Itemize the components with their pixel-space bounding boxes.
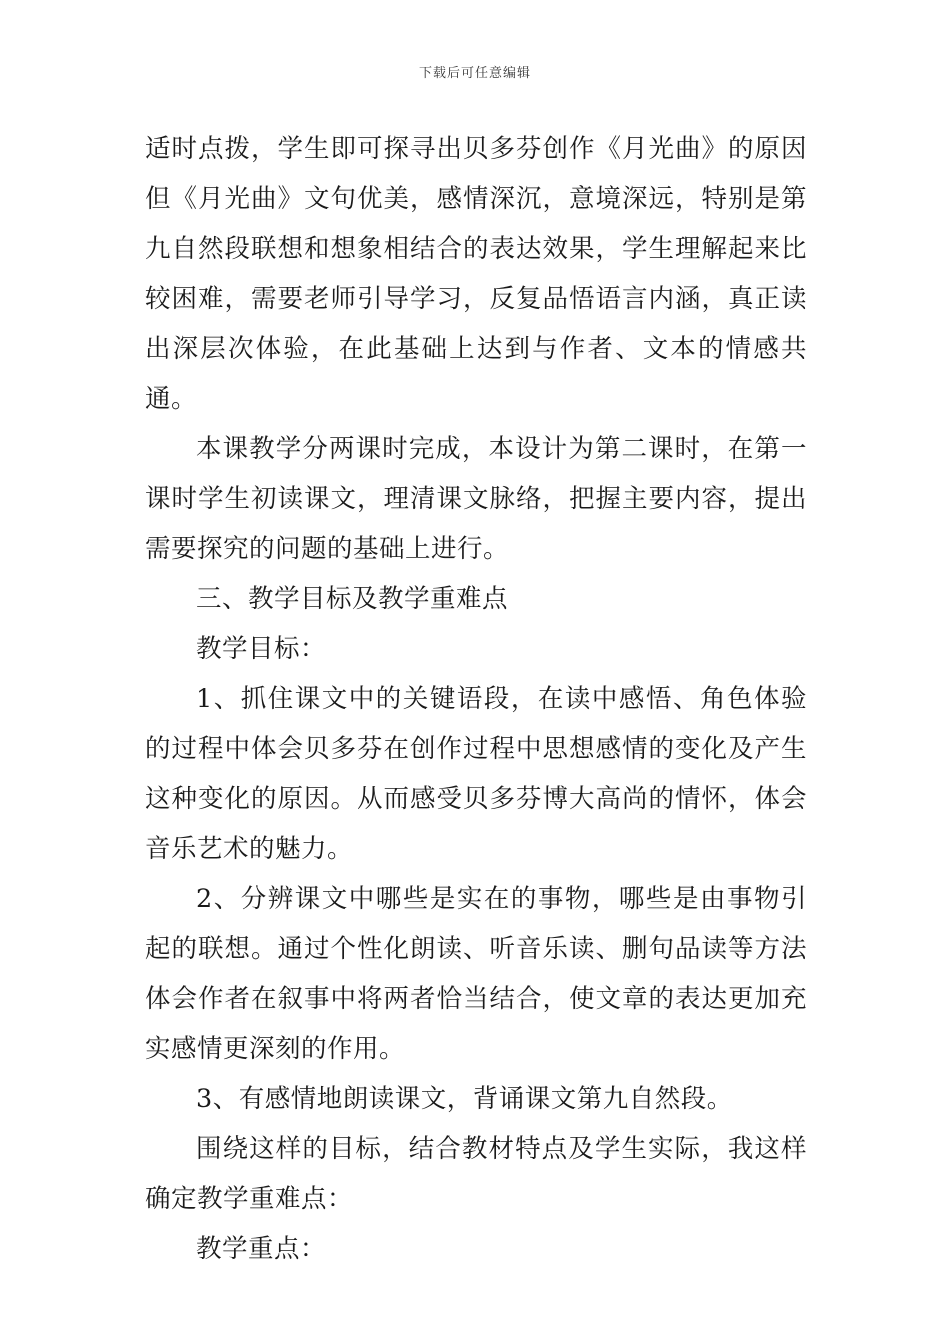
section-heading-objectives: 三、教学目标及教学重难点 [196,584,509,614]
goal-item-3: 3、有感情地朗读课文，背诵课文第九自然段。 [196,1084,733,1114]
paragraph-continuation: 适时点拨，学生即可探寻出贝多芬创作《月光曲》的原因但《月光曲》文句优美，感情深沉，意境深远，特别是第九自然段联想和想象相结合的表达效果，学生理解起来比较困难，需要老师引导学习，反复品悟语言内涵，真正读出深层次体验，在此基础上达到与作者、文本的情感共通。 [145,134,807,414]
paragraph-key-points-intro: 围绕这样的目标，结合教材特点及学生实际，我这样确定教学重难点： [145,1134,807,1214]
goal-item-1: 1、抓住课文中的关键语段，在读中感悟、角色体验的过程中体会贝多芬在创作过程中思想感情的变化及产生这种变化的原因。从而感受贝多芬博大高尚的情怀，体会音乐艺术的魅力。 [145,684,807,864]
document-body [145,124,807,1274]
page-header: 下载后可任意编辑 [418,66,531,81]
subheading-teaching-focus: 教学重点： [196,1234,327,1264]
paragraph-lesson-plan: 本课教学分两课时完成，本设计为第二课时，在第一课时学生初读课文，理清课文脉络，把握主要内容，提出需要探究的问题的基础上进行。 [145,434,807,564]
goal-item-2: 2、分辨课文中哪些是实在的事物，哪些是由事物引起的联想。通过个性化朗读、听音乐读、删句品读等方法体会作者在叙事中将两者恰当结合，使文章的表达更加充实感情更深刻的作用。 [145,884,807,1064]
subheading-teaching-goals: 教学目标： [196,634,327,664]
